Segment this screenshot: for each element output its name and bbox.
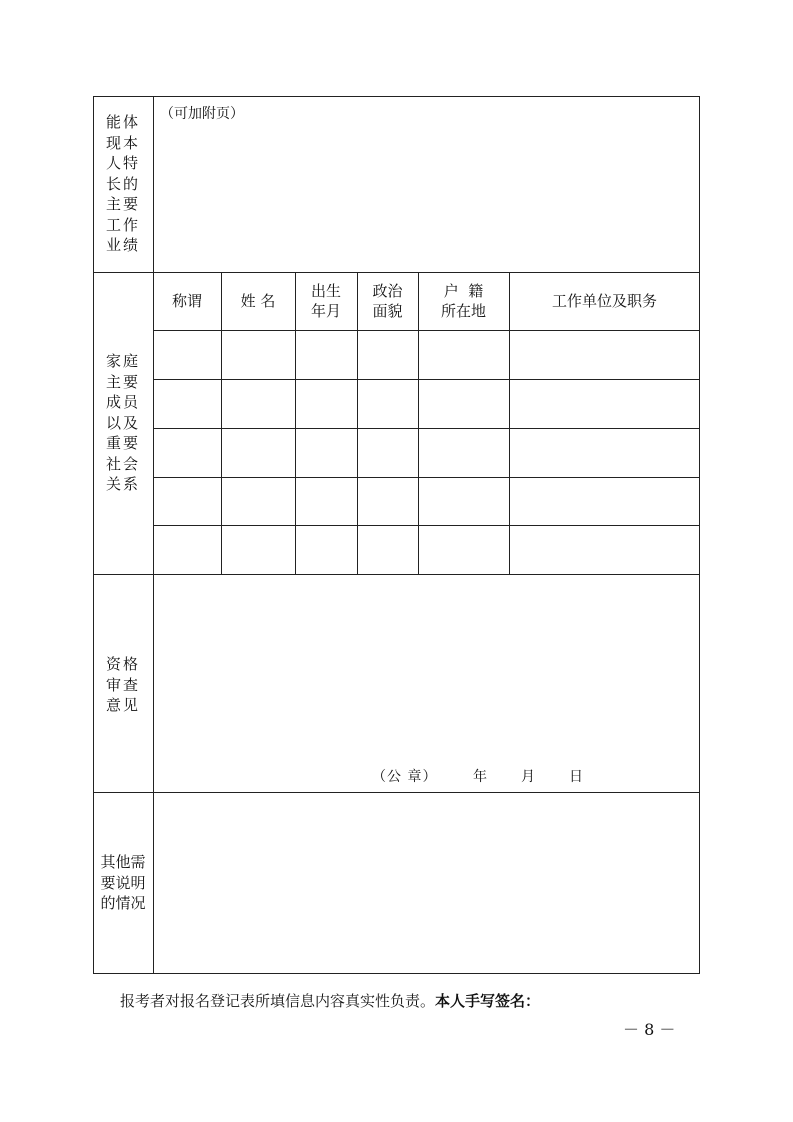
relation-cell[interactable] [154,429,221,477]
political-status-cell[interactable] [358,380,418,428]
family-label [93,351,153,495]
header-text: 政治 [372,282,403,300]
employer-cell[interactable] [510,526,699,574]
header-text: 户 籍 [443,282,484,300]
header-text: 所在地 [440,302,486,320]
employer-cell[interactable] [510,380,699,428]
label-line: 人特 [105,154,140,172]
label-line: 家庭 [105,352,140,370]
relation-cell[interactable] [154,331,221,379]
header-text: 年月 [310,302,341,320]
political-status-cell[interactable] [358,478,418,525]
name-cell[interactable] [222,526,295,574]
birth-cell[interactable] [296,478,357,525]
name-cell[interactable] [222,380,295,428]
footer-statement-line [120,990,540,1011]
label-line: 资格 [105,655,140,673]
attachment-note: （可加附页） [160,106,244,122]
employer-cell[interactable] [510,331,699,379]
political-status-cell[interactable] [358,526,418,574]
day-label: 日 [569,769,583,785]
table-right-border [699,96,700,974]
registration-cell[interactable] [419,478,509,525]
birth-cell[interactable] [296,380,357,428]
political-status-cell[interactable] [358,331,418,379]
responsibility-statement: 报考者对报名登记表所填信息内容真实性负责。 [120,992,436,1010]
table-bottom-border [93,973,700,974]
header-household-registration [418,272,509,330]
signature-label: 本人手写签名： [435,992,541,1010]
label-line: 关系 [105,475,140,493]
achievements-input-area[interactable] [154,97,699,272]
label-line: 业绩 [105,236,140,254]
label-line: 能体 [105,113,140,131]
label-line: 意见 [105,696,140,714]
header-employer-position [509,272,700,330]
employer-cell[interactable] [510,478,699,525]
political-status-cell[interactable] [358,429,418,477]
header-text: 出生 [310,282,341,300]
other-input-area[interactable] [154,793,699,973]
header-relation [153,272,221,330]
label-line: 工作 [105,215,140,234]
official-seal-label: （公 章） [372,769,438,785]
header-political-status [357,272,418,330]
review-input-area[interactable] [154,575,699,792]
label-line: 成员 [105,393,140,411]
review-label [93,654,153,716]
header-text: 工作单位及职务 [551,292,657,310]
year-label: 年 [473,769,487,785]
relation-cell[interactable] [154,380,221,428]
page-number: － 8 － [623,1020,676,1039]
achievements-label [93,112,153,256]
label-line: 主要 [105,195,140,213]
birth-cell[interactable] [296,526,357,574]
label-line: 的情况 [100,894,146,912]
name-cell[interactable] [222,331,295,379]
relation-cell[interactable] [154,526,221,574]
month-label: 月 [521,769,535,785]
label-line: 重要 [105,434,140,452]
label-line: 现本 [105,133,140,152]
label-line: 审查 [105,675,140,694]
label-line: 社会 [105,454,140,473]
registration-cell[interactable] [419,429,509,477]
name-cell[interactable] [222,429,295,477]
birth-cell[interactable] [296,429,357,477]
label-line: 长的 [105,174,140,193]
label-line: 其他需 [100,853,146,871]
label-line: 要说明 [100,873,146,892]
relation-cell[interactable] [154,478,221,525]
registration-cell[interactable] [419,380,509,428]
header-text: 面貌 [372,302,403,320]
birth-cell[interactable] [296,331,357,379]
label-line: 以及 [105,413,140,432]
header-text: 姓 名 [240,292,276,310]
registration-cell[interactable] [419,331,509,379]
label-line: 主要 [105,372,140,391]
header-birth [295,272,357,330]
registration-cell[interactable] [419,526,509,574]
header-text: 称谓 [171,292,202,310]
header-name [221,272,295,330]
other-label [93,852,153,914]
employer-cell[interactable] [510,429,699,477]
name-cell[interactable] [222,478,295,525]
